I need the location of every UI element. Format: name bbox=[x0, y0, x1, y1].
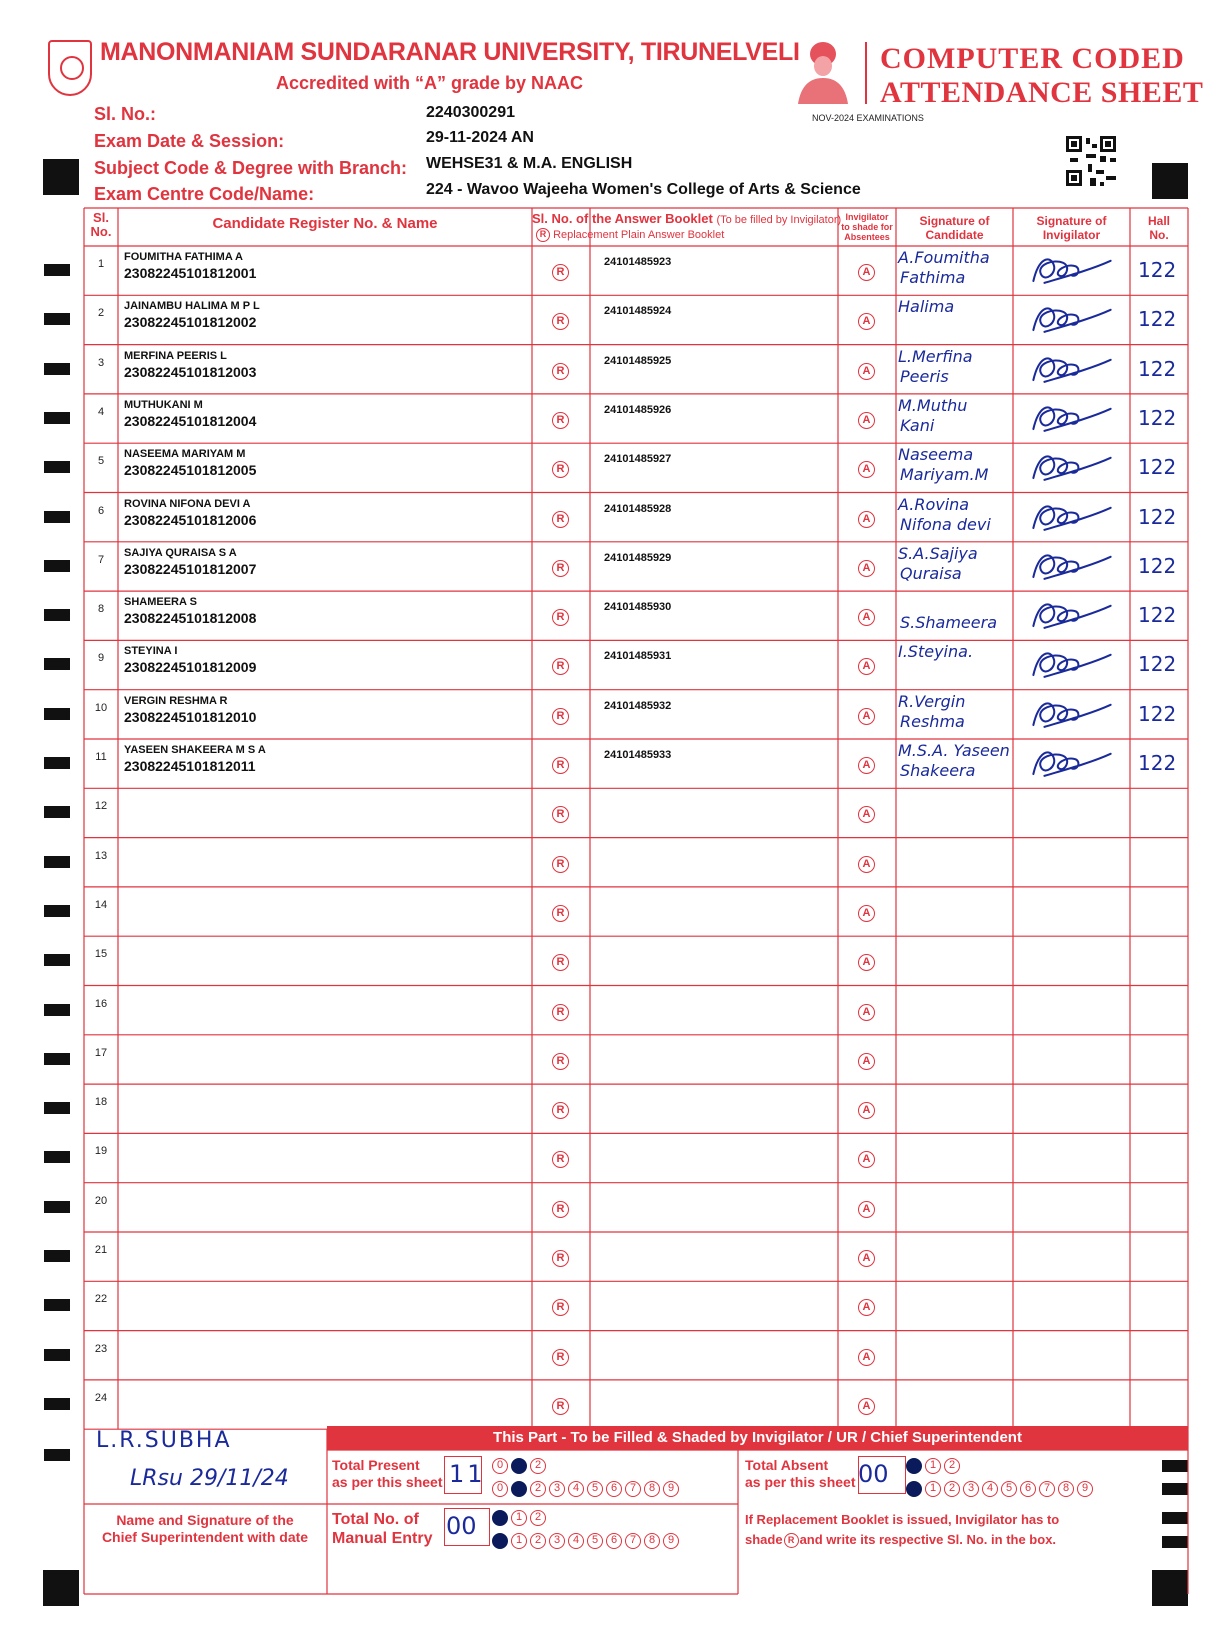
candidate-name: NASEEMA MARIYAM M bbox=[124, 448, 246, 461]
absent-bubble[interactable]: A bbox=[858, 954, 875, 971]
replacement-bubble[interactable]: R bbox=[552, 658, 569, 675]
band-title: This Part - To be Filled & Shaded by Invigilator / UR / Chief Superintendent bbox=[493, 1429, 1022, 1446]
row-sl-no: 20 bbox=[94, 1194, 108, 1207]
candidate-signature: Mariyam.M bbox=[900, 465, 989, 485]
absent-bubble[interactable]: A bbox=[858, 412, 875, 429]
university-name: MANONMANIAM SUNDARANAR UNIVERSITY, TIRUNELVELI bbox=[100, 38, 800, 66]
hall-number: 122 bbox=[1138, 701, 1177, 726]
candidate-name: YASEEN SHAKEERA M S A bbox=[124, 744, 266, 756]
invigilator-signature-icon bbox=[1026, 299, 1118, 339]
digit-bubble[interactable]: 5 bbox=[1001, 1481, 1017, 1497]
row-sl-no: 13 bbox=[94, 849, 108, 862]
candidate-signature: S.A.Sajiya bbox=[898, 543, 978, 563]
digit-bubble[interactable] bbox=[511, 1458, 527, 1474]
register-number: 23082245101812006 bbox=[124, 511, 257, 528]
row-sl-no: 6 bbox=[97, 504, 105, 517]
header-candidate: Candidate Register No. & Name bbox=[212, 215, 438, 232]
digit-bubble[interactable] bbox=[906, 1481, 922, 1497]
header-booklet: Sl. No. of the Answer Booklet (To be filled by Invigilator) bbox=[532, 211, 842, 226]
replacement-bubble[interactable]: R bbox=[552, 412, 569, 429]
header-invigilator-signature: Signature of Invigilator bbox=[1036, 214, 1107, 242]
register-number: 23082245101812004 bbox=[124, 412, 257, 429]
absent-bubble[interactable]: A bbox=[858, 1004, 875, 1021]
manual-entry-label: Total No. of Manual Entry bbox=[332, 1511, 433, 1547]
absent-bubble[interactable]: A bbox=[858, 461, 875, 478]
replacement-bubble[interactable]: R bbox=[552, 856, 569, 873]
replacement-bubble[interactable]: R bbox=[552, 1398, 569, 1415]
digit-bubble[interactable]: 2 bbox=[944, 1458, 960, 1474]
subject-label: Subject Code & Degree with Branch: bbox=[94, 158, 408, 178]
invigilator-signature-icon bbox=[1026, 546, 1118, 586]
digit-bubble[interactable]: 1 bbox=[925, 1481, 941, 1497]
replacement-bubble[interactable]: R bbox=[552, 806, 569, 823]
replacement-bubble[interactable]: R bbox=[552, 954, 569, 971]
candidate-signature: Peeris bbox=[900, 366, 949, 386]
candidate-signature: M.S.A. Yaseen bbox=[898, 741, 1010, 760]
sheet-title-line2: ATTENDANCE SHEET bbox=[880, 76, 1204, 109]
invigilator-signature-icon bbox=[1026, 644, 1118, 684]
exam-period: NOV-2024 EXAMINATIONS bbox=[812, 113, 924, 123]
subject-value: WEHSE31 & M.A. ENGLISH bbox=[426, 155, 633, 172]
hall-number: 122 bbox=[1138, 405, 1177, 430]
total-present-label: Total Present as per this sheet bbox=[332, 1457, 443, 1490]
digit-bubble[interactable]: 2 bbox=[530, 1481, 546, 1497]
digit-bubble[interactable]: 3 bbox=[963, 1481, 979, 1497]
booklet-number: 24101485933 bbox=[604, 749, 672, 761]
digit-bubble[interactable] bbox=[492, 1533, 508, 1549]
row-sl-no: 17 bbox=[94, 1046, 108, 1059]
booklet-number: 24101485931 bbox=[604, 650, 672, 663]
digit-bubble[interactable]: 7 bbox=[1039, 1481, 1055, 1497]
replacement-bubble[interactable]: R bbox=[552, 905, 569, 922]
hall-number: 122 bbox=[1138, 356, 1177, 381]
candidate-signature: Naseema bbox=[898, 445, 974, 465]
digit-bubble[interactable]: 2 bbox=[944, 1481, 960, 1497]
row-sl-no: 15 bbox=[94, 948, 108, 961]
row-sl-no: 9 bbox=[97, 652, 105, 665]
replacement-bubble[interactable]: R bbox=[552, 609, 569, 626]
header-hall-no: Hall No. bbox=[1147, 214, 1170, 242]
absent-bubble[interactable]: A bbox=[858, 1299, 875, 1316]
absent-bubble[interactable]: A bbox=[858, 609, 875, 626]
row-sl-no: 1 bbox=[97, 258, 105, 270]
candidate-signature: A.Rovina bbox=[898, 494, 970, 514]
invigilator-signature-icon bbox=[1026, 250, 1118, 290]
candidate-name: SAJIYA QURAISA S A bbox=[124, 546, 237, 559]
replacement-bubble[interactable]: R bbox=[552, 1151, 569, 1168]
register-number: 23082245101812002 bbox=[124, 314, 257, 331]
register-number: 23082245101812005 bbox=[124, 462, 257, 479]
digit-bubble[interactable]: 1 bbox=[511, 1533, 527, 1549]
candidate-signature: Halima bbox=[898, 297, 955, 317]
replacement-bubble[interactable]: R bbox=[552, 757, 569, 774]
manual-entry-tens-bubbles[interactable] bbox=[492, 1507, 549, 1526]
booklet-number: 24101485924 bbox=[604, 305, 672, 318]
digit-bubble[interactable]: 8 bbox=[644, 1481, 660, 1497]
replacement-bubble[interactable]: R bbox=[552, 1102, 569, 1119]
header-invigilator-shade: Invigilator to shade for Absentees bbox=[841, 212, 893, 242]
total-present-tens-bubbles[interactable] bbox=[492, 1455, 549, 1474]
row-sl-no: 23 bbox=[94, 1342, 108, 1355]
replacement-bubble[interactable]: R bbox=[552, 313, 569, 330]
chief-signature-handwritten: LRsu 29/11/24 bbox=[130, 1466, 289, 1491]
invigilator-signature-icon bbox=[1026, 349, 1118, 389]
booklet-number: 24101485929 bbox=[604, 551, 672, 564]
digit-bubble[interactable]: 7 bbox=[625, 1533, 641, 1549]
candidate-name: SHAMEERA S bbox=[124, 596, 197, 609]
invigilator-signature-icon bbox=[1026, 595, 1118, 635]
exam-date-value: 29-11-2024 AN bbox=[426, 129, 534, 146]
candidate-signature: R.Vergin bbox=[898, 691, 966, 711]
accreditation-text: Accredited with “A” grade by NAAC bbox=[276, 73, 584, 93]
candidate-signature: Shakeera bbox=[900, 761, 976, 780]
candidate-name: VERGIN RESHMA R bbox=[124, 694, 228, 707]
row-sl-no: 2 bbox=[97, 307, 105, 320]
candidate-signature: M.Muthu bbox=[898, 395, 968, 415]
absent-bubble[interactable]: A bbox=[858, 511, 875, 528]
row-sl-no: 7 bbox=[97, 553, 105, 566]
candidate-name: JAINAMBU HALIMA M P L bbox=[124, 300, 260, 313]
digit-bubble[interactable]: 9 bbox=[663, 1481, 679, 1497]
replacement-bubble[interactable]: R bbox=[552, 1349, 569, 1366]
manual-entry-value: 00 bbox=[446, 1512, 477, 1540]
digit-bubble[interactable]: 0 bbox=[492, 1458, 508, 1474]
row-sl-no: 3 bbox=[97, 356, 105, 369]
absent-bubble[interactable]: A bbox=[858, 1053, 875, 1070]
candidate-name: ROVINA NIFONA DEVI A bbox=[124, 497, 251, 510]
absent-bubble[interactable]: A bbox=[858, 658, 875, 675]
row-sl-no: 8 bbox=[97, 603, 105, 616]
chief-name-handwritten: L.R.SUBHA bbox=[96, 1428, 232, 1453]
candidate-signature: Quraisa bbox=[900, 563, 962, 583]
replacement-bubble[interactable]: R bbox=[552, 1201, 569, 1218]
header-sl-no: Sl. No. bbox=[90, 210, 112, 239]
booklet-number: 24101485927 bbox=[604, 453, 672, 466]
exam-centre-value: 224 - Wavoo Wajeeha Women's College of Arts & Science bbox=[426, 181, 861, 198]
digit-bubble[interactable]: 6 bbox=[1020, 1481, 1036, 1497]
replacement-bubble[interactable]: R bbox=[552, 511, 569, 528]
digit-bubble[interactable]: 2 bbox=[530, 1458, 546, 1474]
candidate-signature: A.Foumitha bbox=[898, 248, 990, 267]
row-sl-no: 22 bbox=[94, 1293, 108, 1306]
digit-bubble[interactable] bbox=[492, 1510, 508, 1526]
invigilator-signature-icon bbox=[1026, 497, 1118, 537]
absent-bubble[interactable]: A bbox=[858, 1250, 875, 1267]
candidate-signature: Nifona devi bbox=[900, 514, 991, 534]
replacement-bubble[interactable]: R bbox=[552, 560, 569, 577]
digit-bubble[interactable]: 2 bbox=[530, 1510, 546, 1526]
row-sl-no: 21 bbox=[94, 1244, 108, 1256]
invigilator-signature-icon bbox=[1026, 398, 1118, 438]
header-candidate-signature: Signature of Candidate bbox=[919, 214, 990, 242]
register-number: 23082245101812010 bbox=[124, 708, 257, 725]
digit-bubble[interactable] bbox=[906, 1458, 922, 1474]
digit-bubble[interactable]: 2 bbox=[530, 1533, 546, 1549]
row-sl-no: 19 bbox=[94, 1145, 108, 1158]
digit-bubble[interactable] bbox=[511, 1481, 527, 1497]
replacement-bubble[interactable]: R bbox=[552, 708, 569, 725]
replacement-bubble[interactable]: R bbox=[552, 264, 569, 281]
replacement-mark-icon: R bbox=[784, 1533, 799, 1548]
digit-bubble[interactable]: 6 bbox=[606, 1481, 622, 1497]
digit-bubble[interactable]: 9 bbox=[1077, 1481, 1093, 1497]
replacement-bubble[interactable]: R bbox=[552, 461, 569, 478]
booklet-number: 24101485928 bbox=[604, 502, 672, 515]
replacement-note: If Replacement Booklet is issued, Invigilator has to shade R and write its respective Sl. No. in the box. bbox=[745, 1512, 1060, 1547]
digit-bubble[interactable]: 4 bbox=[982, 1481, 998, 1497]
digit-bubble[interactable]: 4 bbox=[568, 1533, 584, 1549]
row-sl-no: 16 bbox=[94, 997, 108, 1010]
absent-bubble[interactable]: A bbox=[858, 1201, 875, 1218]
hall-number: 122 bbox=[1138, 307, 1177, 332]
booklet-number: 24101485932 bbox=[604, 699, 672, 712]
hall-number: 122 bbox=[1138, 504, 1177, 529]
digit-bubble[interactable]: 1 bbox=[511, 1510, 527, 1526]
digit-bubble[interactable]: 0 bbox=[492, 1481, 508, 1497]
absent-bubble[interactable]: A bbox=[858, 806, 875, 823]
candidate-name: MUTHUKANI M bbox=[124, 398, 203, 411]
candidate-signature: Reshma bbox=[900, 711, 965, 731]
candidate-signature: I.Steyina. bbox=[898, 642, 974, 662]
digit-bubble[interactable]: 6 bbox=[606, 1533, 622, 1549]
digit-bubble[interactable]: 4 bbox=[568, 1481, 584, 1497]
hall-number: 122 bbox=[1138, 652, 1177, 677]
exam-date-label: Exam Date & Session: bbox=[94, 131, 285, 151]
invigilator-signature-icon bbox=[1026, 743, 1118, 783]
register-number: 23082245101812001 bbox=[124, 265, 257, 281]
candidate-signature: S.Shameera bbox=[900, 613, 997, 633]
exam-centre-label: Exam Centre Code/Name: bbox=[94, 184, 315, 204]
row-sl-no: 18 bbox=[94, 1096, 108, 1109]
header-replacement: R Replacement Plain Answer Booklet bbox=[536, 228, 724, 242]
hall-number: 122 bbox=[1138, 751, 1177, 775]
sl-no-label: Sl. No.: bbox=[94, 104, 156, 124]
hall-number: 122 bbox=[1138, 258, 1177, 282]
digit-bubble[interactable]: 7 bbox=[625, 1481, 641, 1497]
register-number: 23082245101812003 bbox=[124, 363, 257, 380]
digit-bubble[interactable]: 8 bbox=[644, 1533, 660, 1549]
invigilator-signature-icon bbox=[1026, 447, 1118, 487]
digit-bubble[interactable]: 8 bbox=[1058, 1481, 1074, 1497]
absent-bubble[interactable]: A bbox=[858, 708, 875, 725]
total-present-value: 11 bbox=[449, 1460, 486, 1488]
absent-bubble[interactable]: A bbox=[858, 1349, 875, 1366]
manual-entry-units-bubbles[interactable] bbox=[492, 1530, 682, 1549]
candidate-signature: Fathima bbox=[900, 268, 966, 287]
replacement-bubble[interactable]: R bbox=[552, 1053, 569, 1070]
candidate-name: MERFINA PEERIS L bbox=[124, 349, 227, 362]
booklet-number: 24101485926 bbox=[604, 403, 672, 416]
total-present-units-bubbles[interactable] bbox=[492, 1478, 682, 1497]
absent-bubble[interactable]: A bbox=[858, 1151, 875, 1168]
register-number: 23082245101812008 bbox=[124, 610, 257, 627]
absent-bubble[interactable]: A bbox=[858, 560, 875, 577]
replacement-bubble[interactable]: R bbox=[552, 1250, 569, 1267]
absent-bubble[interactable]: A bbox=[858, 264, 875, 281]
absent-bubble[interactable]: A bbox=[858, 363, 875, 380]
absent-bubble[interactable]: A bbox=[858, 313, 875, 330]
absent-bubble[interactable]: A bbox=[858, 757, 875, 774]
total-absent-tens-bubbles[interactable] bbox=[906, 1455, 963, 1474]
row-sl-no: 14 bbox=[94, 898, 108, 911]
candidate-name: STEYINA I bbox=[124, 645, 178, 658]
replacement-bubble[interactable]: R bbox=[552, 1299, 569, 1316]
hall-number: 122 bbox=[1138, 603, 1177, 628]
absent-bubble[interactable]: A bbox=[858, 856, 875, 873]
sl-no-value: 2240300291 bbox=[426, 104, 515, 121]
replacement-mark-icon: R bbox=[536, 228, 550, 242]
row-sl-no: 12 bbox=[94, 800, 108, 813]
hall-number: 122 bbox=[1138, 553, 1177, 578]
digit-bubble[interactable]: 5 bbox=[587, 1533, 603, 1549]
sheet-title-line1: COMPUTER CODED bbox=[880, 42, 1185, 75]
register-number: 23082245101812007 bbox=[124, 560, 257, 577]
booklet-number: 24101485930 bbox=[604, 601, 672, 614]
booklet-number: 24101485925 bbox=[604, 354, 672, 367]
total-absent-label: Total Absent as per this sheet bbox=[745, 1457, 856, 1490]
absent-bubble[interactable]: A bbox=[858, 1102, 875, 1119]
row-sl-no: 5 bbox=[97, 455, 105, 468]
row-sl-no: 4 bbox=[97, 405, 105, 418]
candidate-signature: L.Merfina bbox=[898, 346, 973, 366]
total-absent-units-bubbles[interactable] bbox=[906, 1478, 1096, 1497]
digit-bubble[interactable]: 3 bbox=[549, 1533, 565, 1549]
chief-label: Name and Signature of the Chief Superintendent with date bbox=[101, 1512, 309, 1545]
register-number: 23082245101812011 bbox=[124, 758, 256, 774]
digit-bubble[interactable]: 9 bbox=[663, 1533, 679, 1549]
invigilator-signature-icon bbox=[1026, 694, 1118, 734]
candidate-name: FOUMITHA FATHIMA A bbox=[124, 251, 243, 263]
hall-number: 122 bbox=[1138, 455, 1177, 480]
candidate-signature: Kani bbox=[900, 415, 935, 435]
absent-bubble[interactable]: A bbox=[858, 1398, 875, 1415]
total-absent-value: 00 bbox=[858, 1460, 889, 1488]
replacement-bubble[interactable]: R bbox=[552, 1004, 569, 1021]
row-sl-no: 10 bbox=[94, 701, 108, 714]
row-sl-no: 11 bbox=[95, 751, 107, 763]
register-number: 23082245101812009 bbox=[124, 659, 257, 676]
digit-bubble[interactable]: 3 bbox=[549, 1481, 565, 1497]
booklet-number: 24101485923 bbox=[604, 256, 672, 268]
digit-bubble[interactable]: 1 bbox=[925, 1458, 941, 1474]
absent-bubble[interactable]: A bbox=[858, 905, 875, 922]
digit-bubble[interactable]: 5 bbox=[587, 1481, 603, 1497]
replacement-bubble[interactable]: R bbox=[552, 363, 569, 380]
row-sl-no: 24 bbox=[94, 1391, 108, 1404]
